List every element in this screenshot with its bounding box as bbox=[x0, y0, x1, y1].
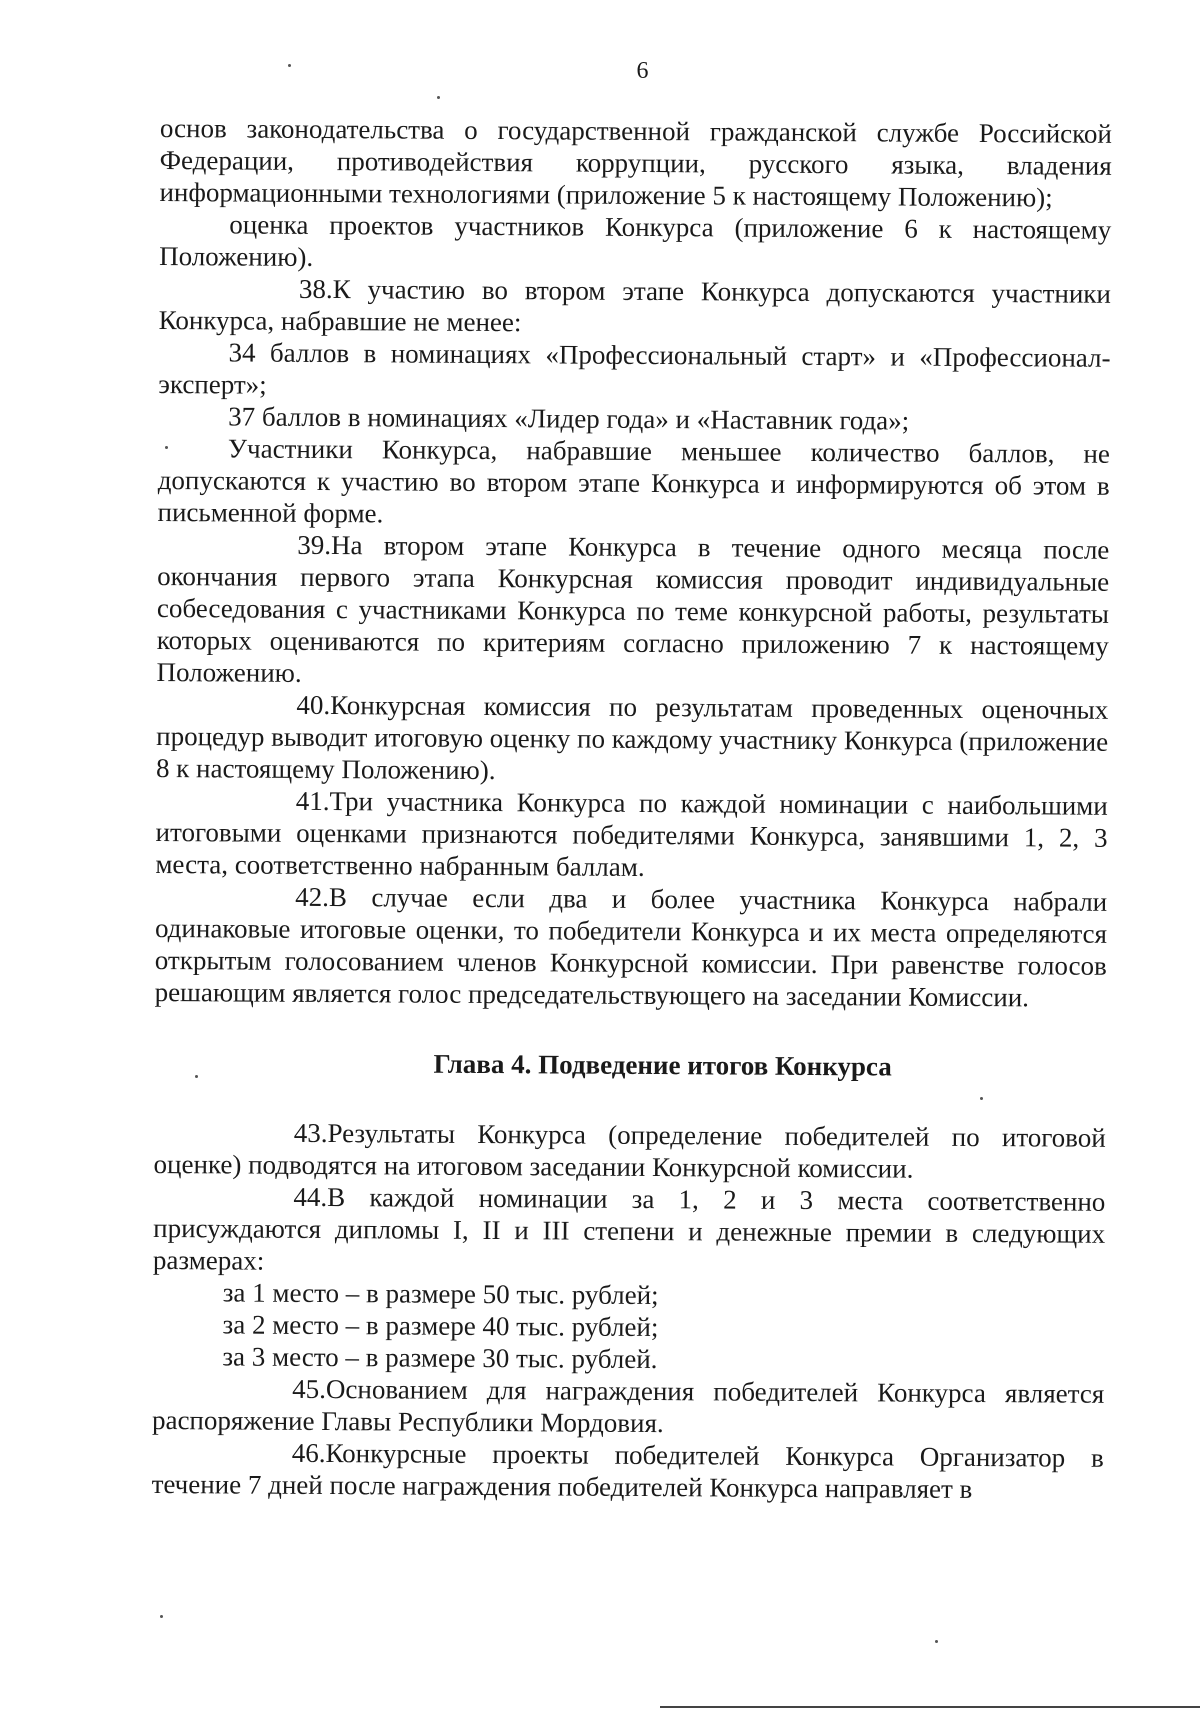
scan-speck bbox=[437, 96, 440, 99]
numbered-paragraph bbox=[155, 784, 1108, 886]
paragraph: Участники Конкурса, набравшие меньшее количество баллов, не допускаются к участию во втором этапе Конкурса и информируются об этом в письменной форме. bbox=[157, 433, 1111, 529]
paragraph: за 1 место – в размере 50 тыс. рублей; bbox=[222, 1277, 659, 1311]
paragraph-text: Основанием для награждения победителей Конкурса является распоряжение Главы Республики Мордовия. bbox=[151, 1374, 1105, 1439]
paragraph-text: К участию во втором этапе Конкурса допускаются участники Конкурса, набравшие не менее: bbox=[158, 274, 1111, 338]
paragraph: за 3 место – в размере 30 тыс. рублей. bbox=[222, 1341, 658, 1375]
document-body bbox=[152, 112, 1112, 1506]
scan-speck bbox=[935, 1640, 938, 1643]
numbered-paragraph bbox=[156, 688, 1109, 790]
section-after-heading bbox=[152, 1116, 1106, 1506]
paragraph-text: Конкурсная комиссия по результатам проведенных оценочных процедур выводит итоговую оценку по каждому участнику Конкурса (приложение 8 к настоящему Положению). bbox=[155, 690, 1109, 786]
paragraph-number: 39. bbox=[297, 529, 332, 561]
paragraph: 34 баллов в номинациях «Профессиональный старт» и «Профессионал-эксперт»; bbox=[158, 337, 1111, 400]
paragraph-number: 41. bbox=[295, 785, 330, 817]
scan-speck bbox=[195, 1075, 198, 1078]
page-number: 6 bbox=[636, 58, 649, 84]
numbered-paragraph bbox=[153, 1116, 1105, 1186]
numbered-paragraph bbox=[152, 1436, 1104, 1506]
paragraph-number: 46. bbox=[291, 1437, 326, 1469]
paragraph-number: 40. bbox=[296, 689, 331, 721]
scan-speck bbox=[165, 446, 168, 449]
paragraph-number: 44. bbox=[293, 1181, 328, 1213]
scan-speck bbox=[160, 1615, 163, 1618]
paragraph-number: 42. bbox=[295, 881, 330, 913]
paragraph-number: 45. bbox=[292, 1373, 327, 1405]
scan-speck bbox=[288, 64, 291, 67]
chapter-heading: Глава 4. Подведение итогов Конкурса bbox=[433, 1048, 892, 1082]
continuation-paragraph: основ законодательства о государственной гражданской службе Российской Федерации, противодействия коррупции, русского языка, владения информационными технологиями (приложение 5 к настоящему Положению); bbox=[159, 112, 1112, 213]
paragraph-text: Результаты Конкурса (определение победителей по итоговой оценке) подводятся на итоговом заседании Конкурсной комиссии. bbox=[153, 1118, 1106, 1184]
numbered-paragraph bbox=[152, 1372, 1104, 1442]
scan-edge-line bbox=[660, 1706, 1200, 1708]
numbered-paragraph bbox=[156, 528, 1109, 694]
numbered-paragraph bbox=[159, 272, 1111, 342]
paragraph: оценка проектов участников Конкурса (приложение 6 к настоящему Положению). bbox=[159, 209, 1112, 272]
scan-speck bbox=[980, 1097, 983, 1100]
paragraph-text: Конкурсные проекты победителей Конкурса Организатор в течение 7 дней после награждения победителей Конкурса направляет в bbox=[151, 1438, 1104, 1504]
paragraph: 37 баллов в номинациях «Лидер года» и «Наставник года»; bbox=[228, 401, 910, 436]
paragraph-text: На втором этапе Конкурса в течение одного месяца после окончания первого этапа Конкурсная комиссия проводит индивидуальные собеседования с участниками Конкурса по теме конкурсной работы, результаты которых оцениваются по критериям согласно приложению 7 к настоящему Положению. bbox=[156, 530, 1110, 688]
paragraph-text: В каждой номинации за 1, 2 и 3 места соответственно присуждаются дипломы I, II и III степени и денежные премии в следующих размерах: bbox=[152, 1182, 1106, 1276]
paragraph-number: 43. bbox=[293, 1117, 328, 1149]
section-before-heading bbox=[155, 112, 1112, 1014]
paragraph: за 2 место – в размере 40 тыс. рублей; bbox=[222, 1309, 659, 1343]
paragraph-number: 38. bbox=[298, 273, 333, 305]
paragraph-text: Три участника Конкурса по каждой номинации с наибольшими итоговыми оценками признаются победителями Конкурса, занявшими 1, 2, 3 места, соответственно набранным баллам. bbox=[155, 786, 1108, 882]
numbered-paragraph bbox=[155, 880, 1108, 1014]
paragraph-text: В случае если два и более участника Конкурса набрали одинаковые итоговые оценки, то победители Конкурса и их места определяются открытым голосованием членов Конкурсной комиссии. При равенстве голосов решающим является голос председательствующего на заседании Комиссии. bbox=[154, 882, 1108, 1013]
numbered-paragraph bbox=[153, 1180, 1106, 1282]
